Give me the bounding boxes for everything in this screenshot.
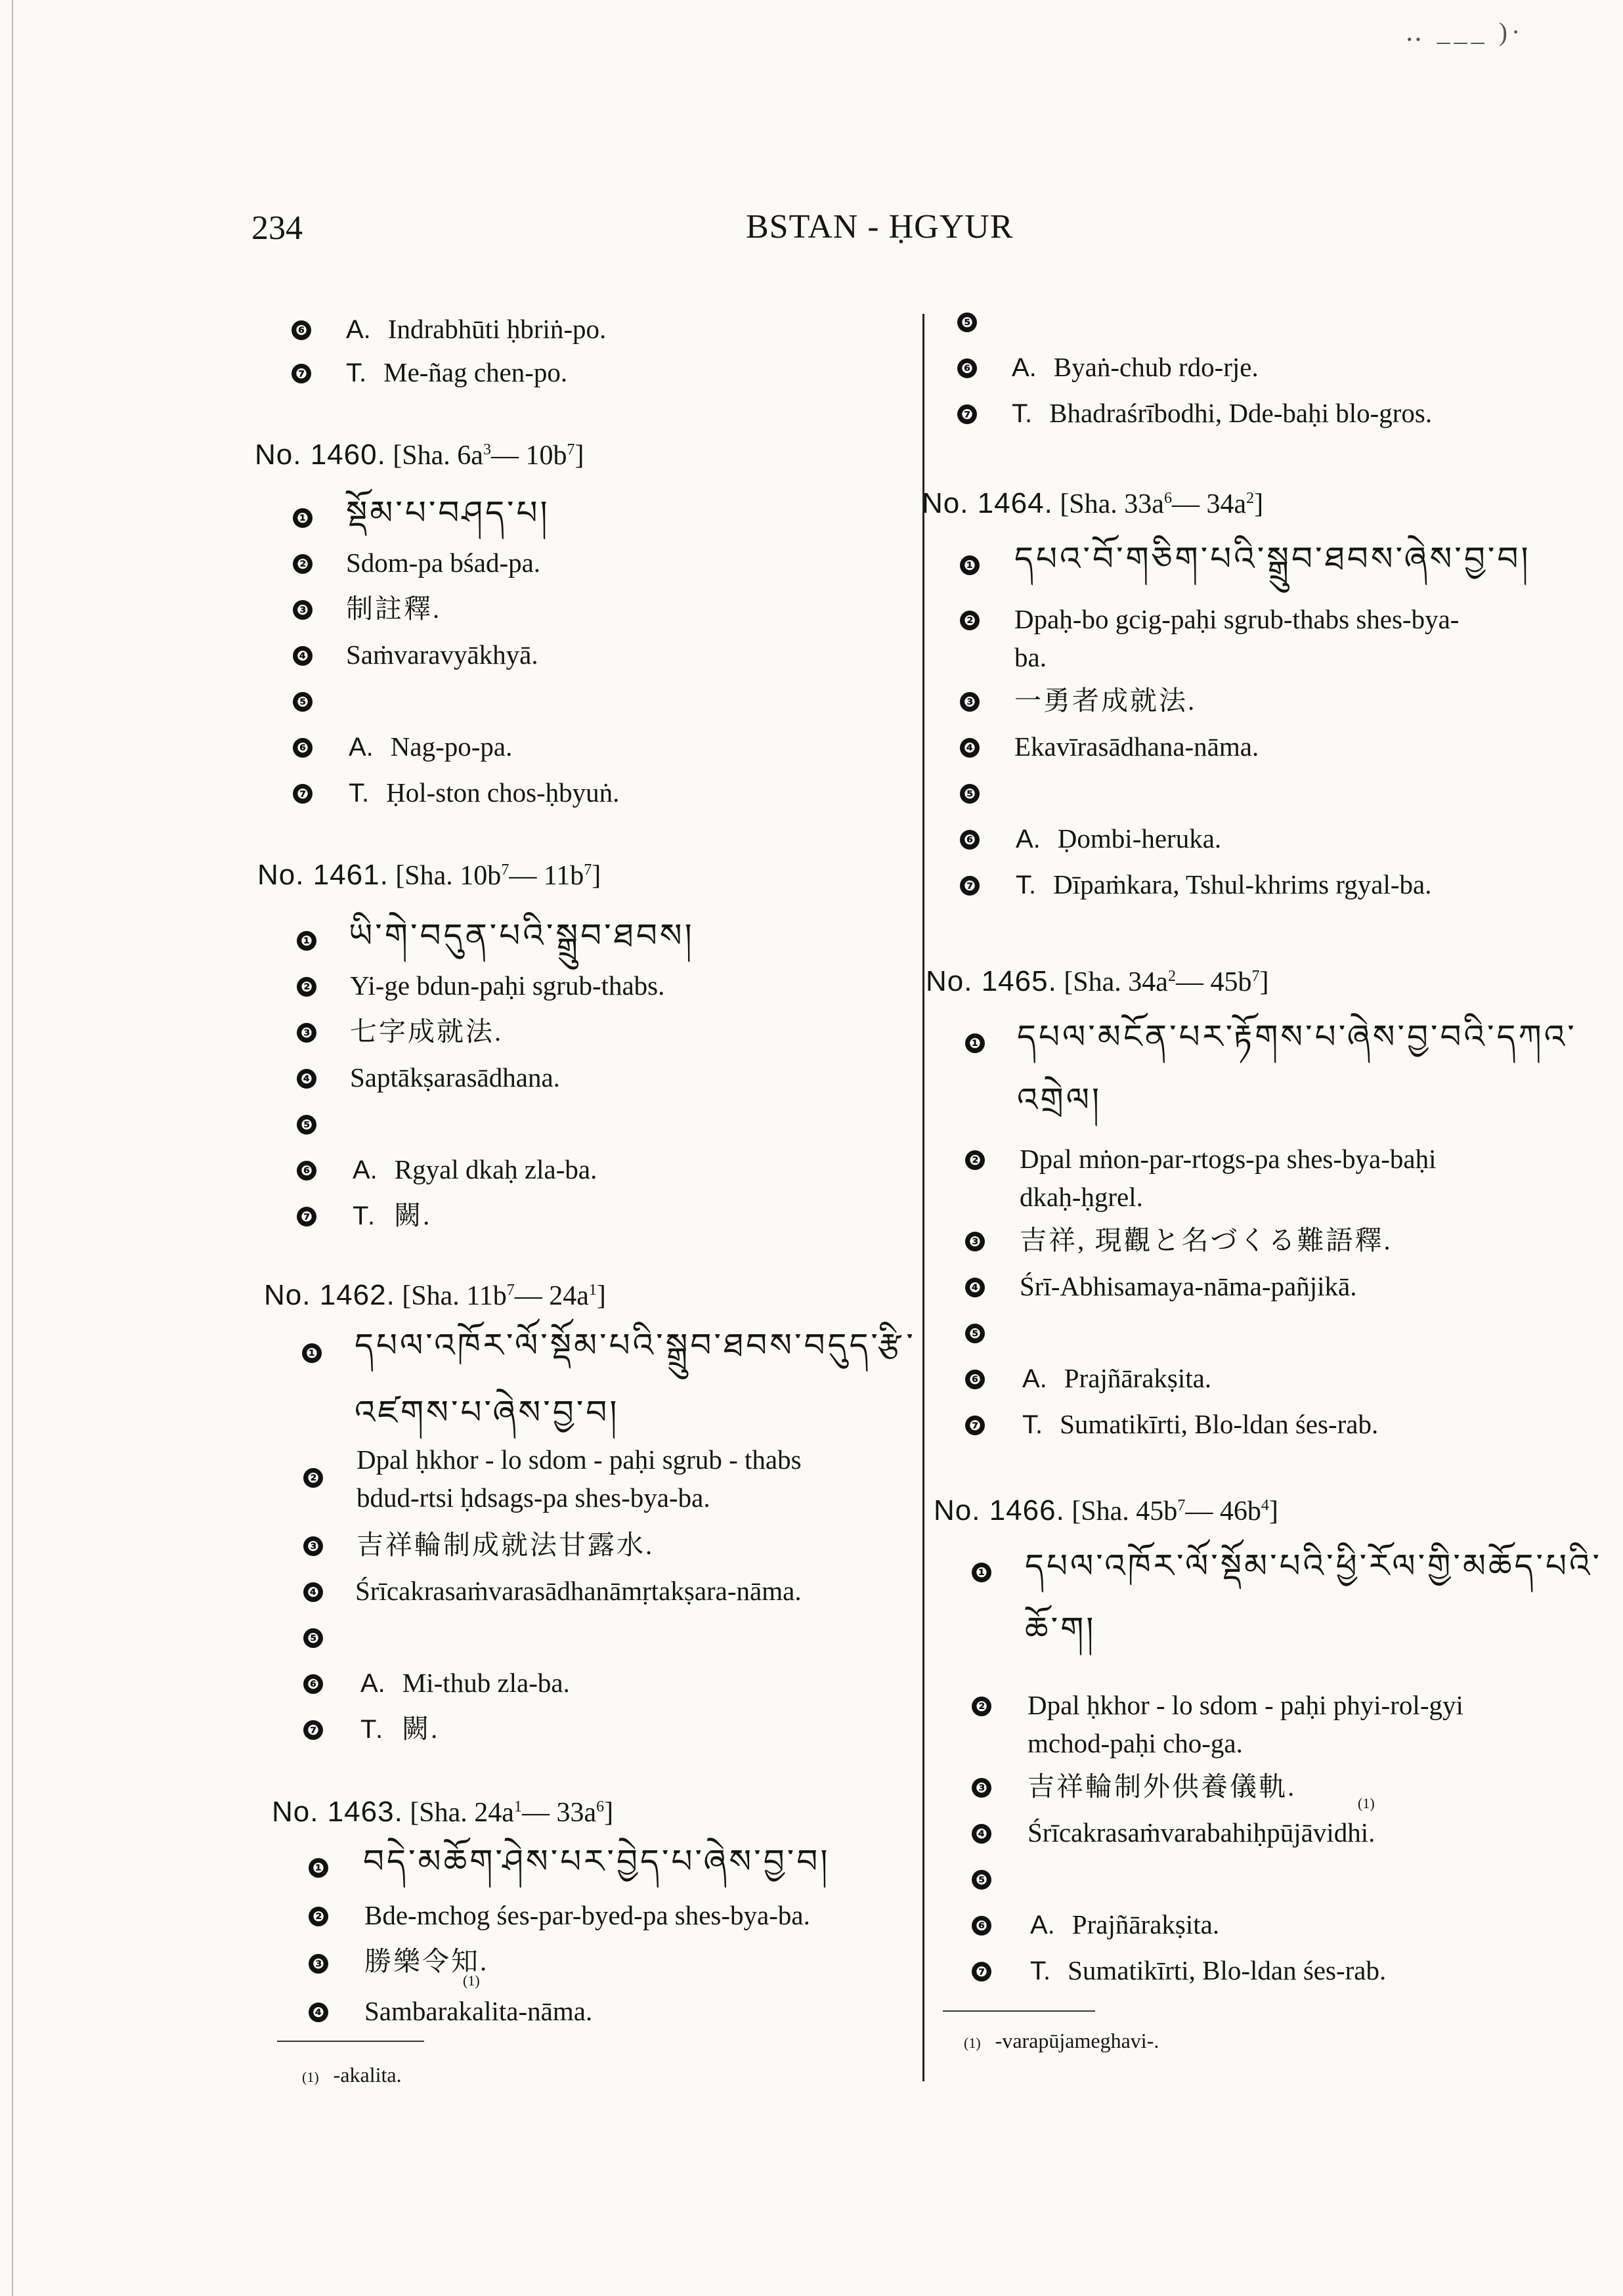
sanskrit-title: Saptākṣarasādhana. (350, 1062, 560, 1093)
sanskrit-title: Sambarakalita-nāma. (364, 1996, 593, 2026)
entry-heading-1464: No. 1464. [Sha. $33a^6—$ $34a^2$] (922, 487, 1264, 519)
field-number-3: ❸ (960, 692, 980, 712)
field-number-7: ❼ (972, 1962, 991, 1982)
author-line: A. Byaṅ-chub rdo-rje. (1012, 352, 1259, 382)
field-number-4: ❹ (972, 1824, 991, 1844)
chinese-title: 吉祥, 現觀と名づくる難語釋. (1020, 1225, 1393, 1255)
page-number: 234 (251, 209, 303, 247)
sanskrit-title: Saṁvaravyākhyā. (346, 639, 538, 670)
field-number-2: ❷ (960, 611, 980, 630)
translator-line: T. Sumatikīrti, Blo-ldan śes-rab. (1030, 1955, 1387, 1985)
chinese-title: 七字成就法. (350, 1016, 504, 1047)
tibetan-title: ཡི་གེ་བདུན་པའི་སྒྲུབ་ཐབས། (349, 917, 695, 954)
field-number-2: ❷ (309, 1907, 328, 1926)
field-number-5: ❺ (293, 692, 313, 712)
footnote-reference: (1) (1358, 1795, 1375, 1811)
field-number-3: ❸ (309, 1954, 328, 1974)
field-number-6: ❻ (972, 1916, 991, 1936)
tibetan-title-line-1: དཔལ་འཁོར་ལོ་སྡོམ་པའི་ཕྱི་རོལ་གྱི་མཆོད་པའི་ (1025, 1548, 1603, 1584)
entry-heading-1461: No. 1461. [Sha. $10b^7—$ $11b^7$] (257, 859, 601, 891)
field-number-2: ❷ (972, 1697, 991, 1716)
field-number-2: ❷ (297, 977, 316, 997)
field-number-4: ❹ (297, 1069, 316, 1089)
field-number-1: ❶ (972, 1563, 991, 1582)
translator-line: T. Dīpaṁkara, Tshul-khrims rgyal-ba. (1016, 869, 1432, 899)
author-line: A. Prajñārakṣita. (1022, 1363, 1212, 1393)
running-title: BSTAN - ḤGYUR (746, 208, 1014, 246)
transliterated-title-line-2: dkaḥ-ḥgrel. (1020, 1182, 1143, 1212)
field-number-6: ❻ (292, 320, 311, 340)
sanskrit-title: Śrī-Abhisamaya-nāma-pañjikā. (1020, 1271, 1357, 1301)
tibetan-title-line-1: དཔལ་འཁོར་ལོ་སྡོམ་པའི་སྒྲུབ་ཐབས་བདུད་རྩི་ (355, 1327, 916, 1364)
field-number-3: ❸ (303, 1536, 323, 1556)
field-number-1: ❶ (302, 1343, 322, 1363)
chinese-title: 一勇者成就法. (1014, 685, 1197, 716)
transliterated-title-line-2: ba. (1014, 642, 1047, 672)
sanskrit-title: Ekavīrasādhana-nāma. (1014, 731, 1259, 762)
chinese-title: 制註釋. (346, 594, 442, 624)
field-number-7: ❼ (957, 404, 977, 424)
entry-heading-1465: No. 1465. [Sha. $34a^2—$ $45b^7$] (926, 965, 1269, 997)
field-number-1: ❶ (960, 555, 980, 575)
field-number-7: ❼ (292, 364, 311, 383)
entry-heading-1460: No. 1460. [Sha. $6a^3—$ $10b^7$] (255, 439, 584, 471)
author-line: A. Indrabhūti ḥbriṅ-po. (346, 314, 607, 344)
field-number-7: ❼ (303, 1720, 323, 1740)
field-number-6: ❻ (960, 830, 980, 850)
field-number-6: ❻ (293, 738, 313, 758)
translator-line: T. Sumatikīrti, Blo-ldan śes-rab. (1022, 1409, 1379, 1439)
footnote: (1) -varapūjameghavi-. (964, 2029, 1159, 2052)
tibetan-title-line-2: འཛགས་པ་ཞེས་བྱ་བ། (355, 1394, 620, 1431)
field-number-4: ❹ (303, 1582, 323, 1602)
field-number-7: ❼ (960, 876, 980, 896)
transliterated-title-line-2: bdud-rtsi ḥdsags-pa shes-bya-ba. (357, 1483, 710, 1513)
field-number-1: ❶ (309, 1858, 328, 1878)
field-number-7: ❼ (965, 1416, 985, 1435)
field-number-7: ❼ (297, 1207, 316, 1226)
field-number-6: ❻ (303, 1674, 323, 1694)
field-number-4: ❹ (309, 2003, 328, 2022)
field-number-5: ❺ (972, 1870, 991, 1890)
translator-line: T. Bhadraśrībodhi, Dde-baḥi blo-gros. (1012, 398, 1433, 428)
field-number-2: ❷ (303, 1468, 323, 1488)
entry-heading-1466: No. 1466. [Sha. $45b^7—$ $46b^4$] (934, 1494, 1278, 1527)
footnote-reference: (1) (463, 1972, 480, 1989)
page-edge-rule (12, 0, 13, 2296)
translator-line: T. Me-ñag chen-po. (346, 357, 568, 387)
field-number-5: ❺ (303, 1628, 323, 1648)
column-divider (922, 314, 924, 2081)
transliterated-title: Sdom-pa bśad-pa. (346, 548, 541, 578)
field-number-1: ❶ (965, 1033, 985, 1053)
entry-heading-1462: No. 1462. [Sha. $11b^7—$ $24a^1$] (264, 1279, 606, 1311)
field-number-3: ❸ (293, 600, 313, 620)
author-line: A. Mi-thub zla-ba. (360, 1668, 570, 1698)
entry-heading-1463: No. 1463. [Sha. $24a^1—$ $33a^6$] (272, 1796, 614, 1828)
transliterated-title-line-1: Dpal ḥkhor - lo sdom - paḥi phyi-rol-gyi (1028, 1690, 1463, 1720)
transliterated-title-line-1: Dpal ḥkhor - lo sdom - paḥi sgrub - thabs (357, 1444, 802, 1475)
transliterated-title-line-1: Dpaḥ-bo gcig-paḥi sgrub-thabs shes-bya- (1014, 604, 1460, 634)
field-number-4: ❹ (293, 646, 313, 666)
field-number-6: ❻ (957, 358, 977, 378)
field-number-5: ❺ (965, 1324, 985, 1343)
field-number-4: ❹ (965, 1278, 985, 1297)
sanskrit-title: Śrīcakrasaṁvarabahiḥpūjāvidhi. (1028, 1817, 1375, 1848)
field-number-5: ❺ (297, 1115, 316, 1135)
translator-line: T. 闕. (360, 1714, 440, 1744)
corner-mark: ‥ ___ )· (1405, 17, 1525, 47)
field-number-2: ❷ (293, 554, 313, 574)
tibetan-title: བདེ་མཆོག་ཤེས་པར་བྱེད་པ་ཞེས་བྱ་བ། (363, 1843, 831, 1880)
sanskrit-title: Śrīcakrasaṁvarasādhanāmṛtakṣara-nāma. (355, 1576, 802, 1606)
translator-line: T. 闕. (353, 1200, 432, 1230)
tibetan-title: དཔའ་བོ་གཅིག་པའི་སྒྲུབ་ཐབས་ཞེས་བྱ་བ། (1014, 540, 1531, 577)
chinese-title: 勝樂令知. (364, 1946, 489, 1976)
transliterated-title: Yi-ge bdun-paḥi sgrub-thabs. (350, 970, 665, 1001)
transliterated-title-line-2: mchod-paḥi cho-ga. (1028, 1728, 1243, 1758)
author-line: A. Nag-po-pa. (349, 731, 513, 762)
translator-line: T. Ḥol-ston chos-ḥbyuṅ. (349, 777, 620, 808)
tibetan-title: སྡོམ་པ་བཤད་པ། (346, 494, 550, 531)
transliterated-title-line-1: Dpal mṅon-par-rtogs-pa shes-bya-baḥi (1020, 1144, 1437, 1174)
field-number-5: ❺ (960, 784, 980, 804)
field-number-3: ❸ (972, 1778, 991, 1798)
field-number-5: ❺ (957, 313, 977, 332)
field-number-4: ❹ (960, 738, 980, 758)
field-number-3: ❸ (965, 1232, 985, 1251)
field-number-7: ❼ (293, 784, 313, 804)
tibetan-title-line-1: དཔལ་མངོན་པར་རྟོགས་པ་ཞེས་བྱ་བའི་དཀའ་ (1017, 1018, 1577, 1055)
field-number-1: ❶ (297, 931, 316, 951)
field-number-2: ❷ (965, 1150, 985, 1170)
footnote-rule (277, 2041, 424, 2042)
chinese-title: 吉祥輪制外供養儀軌. (1028, 1771, 1297, 1802)
footnote: (1) -akalita. (302, 2063, 402, 2087)
transliterated-title: Bde-mchog śes-par-byed-pa shes-bya-ba. (364, 1900, 810, 1930)
author-line: A. Prajñārakṣita. (1030, 1909, 1220, 1939)
field-number-1: ❶ (293, 508, 313, 528)
field-number-3: ❸ (297, 1023, 316, 1043)
chinese-title: 吉祥輪制成就法甘露水. (357, 1530, 655, 1560)
field-number-6: ❻ (965, 1370, 985, 1389)
tibetan-title-line-2: ཆོ་ག། (1025, 1611, 1096, 1647)
field-number-6: ❻ (297, 1161, 316, 1180)
author-line: A. Ḍombi-heruka. (1016, 823, 1222, 854)
author-line: A. Rgyal dkaḥ zla-ba. (353, 1154, 597, 1184)
tibetan-title-line-2: འགྲེལ། (1017, 1081, 1102, 1118)
footnote-rule (943, 2010, 1095, 2012)
